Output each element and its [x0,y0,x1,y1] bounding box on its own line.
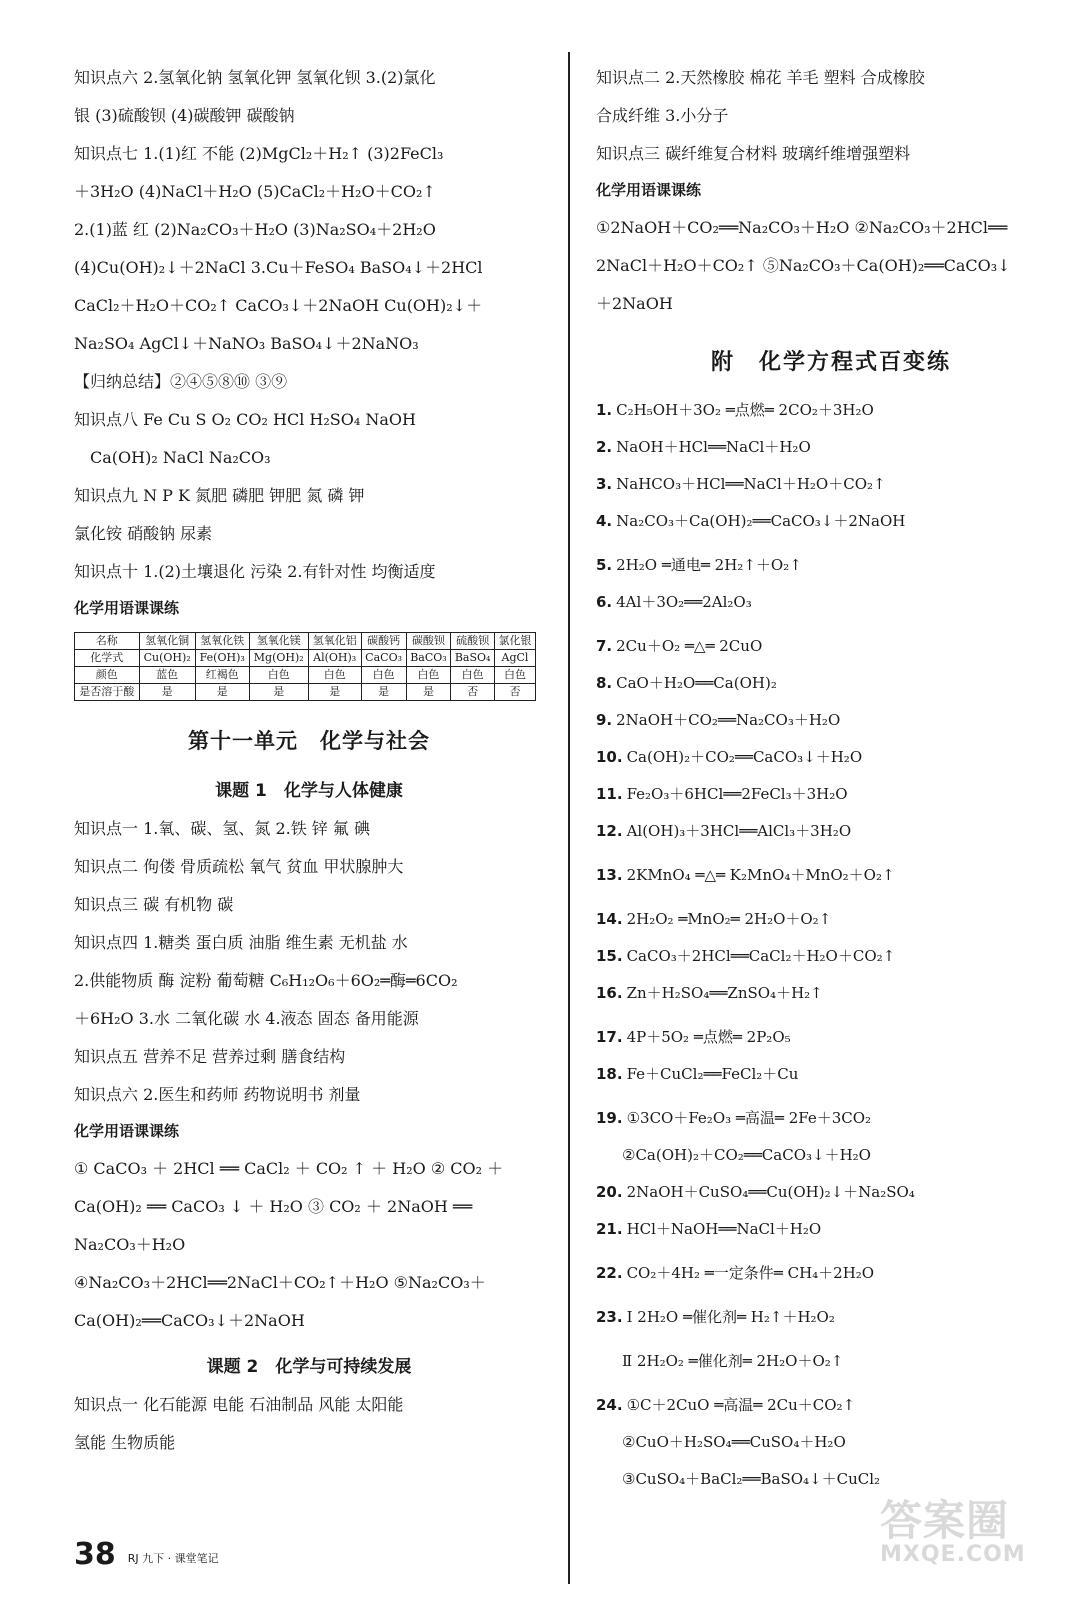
table-cell: 氢氧化铁 [195,633,249,650]
table-cell: 白色 [406,667,451,684]
equation-item [596,1202,1066,1239]
equation-item [596,1452,1066,1489]
text-line: (4)Cu(OH)₂↓＋2NaCl 3.Cu＋FeSO₄ BaSO₄↓＋2HCl [74,258,483,277]
equation-text: ②CuO＋H₂SO₄══CuSO₄＋H₂O [622,1433,846,1451]
equation-number: 3. [596,475,613,493]
text-line: 2NaCl＋H₂O＋CO₂↑ ⑤Na₂CO₃＋Ca(OH)₂══CaCO₃↓ [596,256,1011,275]
equation-text: C₂H₅OH＋3O₂ ═点燃═ 2CO₂＋3H₂O [616,401,874,419]
equation-text: ①3CO＋Fe₂O₃ ═高温═ 2Fe＋3CO₂ [626,1109,872,1127]
section-heading: 化学用语课课练 [596,181,702,199]
equation-item [596,494,1066,531]
book-label: RJ 九下 · 课堂笔记 [127,1552,219,1565]
text-line: ①2NaOH＋CO₂══Na₂CO₃＋H₂O ②Na₂CO₃＋2HCl══ [596,218,1008,237]
right-lines-b [596,200,1066,314]
equation-text: NaHCO₃＋HCl══NaCl＋H₂O＋CO₂↑ [616,475,886,493]
text-line: Ca(OH)₂ ══ CaCO₃ ↓ ＋ H₂O ③ CO₂ ＋ 2NaOH ══ [74,1197,473,1216]
equation-number: 20. [596,1183,623,1201]
equation-item [596,885,1066,929]
equation-item [596,1327,1066,1371]
equation-number: 10. [596,748,623,766]
text-line: 2.(1)蓝 红 (2)Na₂CO₃＋H₂O (3)Na₂SO₄＋2H₂O [74,220,436,239]
text-line: 知识点七 1.(1)红 不能 (2)MgCl₂＋H₂↑ (3)2FeCl₃ [74,144,444,163]
table-cell: 白色 [361,667,406,684]
text-line: Na₂SO₄ AgCl↓＋NaNO₃ BaSO₄↓＋2NaNO₃ [74,334,419,353]
equation-item [596,929,1066,966]
text-line: 知识点三 碳 有机物 碳 [74,895,234,914]
text-line: CaCl₂＋H₂O＋CO₂↑ CaCO₃↓＋2NaOH Cu(OH)₂↓＋ [74,296,483,315]
table-cell: 是否溶于酸 [75,684,140,701]
left-lines-c [74,1141,544,1331]
equation-item [596,420,1066,457]
equation-text: HCl＋NaOH══NaCl＋H₂O [626,1220,822,1238]
text-line: Ca(OH)₂ NaCl Na₂CO₃ [74,448,271,467]
equation-item [596,1165,1066,1202]
answer-table [74,632,536,701]
text-line: 知识点一 化石能源 电能 石油制品 风能 太阳能 [74,1395,404,1414]
equation-text: Fe₂O₃＋6HCl══2FeCl₃＋3H₂O [626,785,848,803]
equation-text: 2Cu＋O₂ ═△═ 2CuO [616,637,763,655]
table-cell: 红褐色 [195,667,249,684]
table-cell: BaSO₄ [451,650,495,667]
equation-text: Na₂CO₃＋Ca(OH)₂══CaCO₃↓＋2NaOH [616,512,906,530]
watermark-text: 答案圈 [880,1496,1010,1545]
equation-text: 4Al＋3O₂══2Al₂O₃ [616,593,752,611]
equation-item [596,1283,1066,1327]
left-lines-a [74,50,544,582]
equation-item [596,1003,1066,1047]
table-cell: 是 [195,684,249,701]
equation-number: 18. [596,1065,623,1083]
equation-item [596,1084,1066,1128]
equation-text: ③CuSO₄＋BaCl₂══BaSO₄↓＋CuCl₂ [622,1470,881,1488]
table-cell: BaCO₃ [406,650,451,667]
equation-text: Ca(OH)₂＋CO₂══CaCO₃↓＋H₂O [626,748,863,766]
equation-text: CaCO₃＋2HCl══CaCl₂＋H₂O＋CO₂↑ [626,947,896,965]
left-lines-d [74,1377,544,1453]
table-cell: Fe(OH)₃ [195,650,249,667]
equation-number: 19. [596,1109,623,1127]
equation-number: 11. [596,785,623,803]
table-cell: 是 [406,684,451,701]
left-column [74,50,544,1453]
equation-text: Al(OH)₃＋3HCl══AlCl₃＋3H₂O [626,822,852,840]
table-cell: 蓝色 [139,667,195,684]
table-cell: 否 [451,684,495,701]
equation-item [596,612,1066,656]
watermark [880,1488,1070,1588]
text-line: ＋6H₂O 3.水 二氧化碳 水 4.液态 固态 备用能源 [74,1009,419,1028]
text-line: 2.供能物质 酶 淀粉 葡萄糖 C₆H₁₂O₆＋6O₂═酶═6CO₂ [74,971,458,990]
text-line: 【归纳总结】②④⑤⑧⑩ ③⑨ [74,372,288,391]
equation-text: Ⅰ 2H₂O ═催化剂═ H₂↑＋H₂O₂ [626,1308,835,1326]
table-row [75,633,536,650]
text-line: 银 (3)硫酸钡 (4)碳酸钾 碳酸钠 [74,106,295,125]
equation-text: CO₂＋4H₂ ═一定条件═ CH₄＋2H₂O [626,1264,875,1282]
text-line: 知识点三 碳纤维复合材料 玻璃纤维增强塑料 [596,144,911,163]
watermark-url: MXQE.COM [880,1542,1026,1567]
text-line: ① CaCO₃ ＋ 2HCl ══ CaCl₂ ＋ CO₂ ↑ ＋ H₂O ② CO₂ ＋ [74,1159,504,1178]
table-cell: CaCO₃ [361,650,406,667]
table-cell: Al(OH)₃ [308,650,361,667]
text-line: Na₂CO₃＋H₂O [74,1235,186,1254]
equation-number: 2. [596,438,613,456]
equation-item [596,1239,1066,1283]
equation-text: CaO＋H₂O══Ca(OH)₂ [616,674,777,692]
table-cell: 名称 [75,633,140,650]
section-heading: 化学用语课课练 [74,599,180,617]
equation-text: Fe＋CuCl₂══FeCl₂＋Cu [626,1065,799,1083]
text-line: 知识点二 佝偻 骨质疏松 氧气 贫血 甲状腺肿大 [74,857,404,876]
table-cell: 否 [495,684,536,701]
equation-item [596,531,1066,575]
text-line: 知识点十 1.(2)土壤退化 污染 2.有针对性 均衡适度 [74,562,436,581]
text-line: ＋3H₂O (4)NaCl＋H₂O (5)CaCl₂＋H₂O＋CO₂↑ [74,182,436,201]
equation-number: 13. [596,866,623,884]
equation-text: ①C＋2CuO ═高温═ 2Cu＋CO₂↑ [626,1396,856,1414]
equation-number: 5. [596,556,613,574]
equation-number: 21. [596,1220,623,1238]
equation-item [596,1128,1066,1165]
table-cell: 白色 [495,667,536,684]
table-cell: Mg(OH)₂ [249,650,308,667]
equation-number: 1. [596,401,613,419]
text-line: 氢能 生物质能 [74,1433,176,1452]
lesson-title: 课题 1 化学与人体健康 [215,781,403,801]
text-line: 知识点六 2.氢氧化钠 氢氧化钾 氢氧化钡 3.(2)氯化 [74,68,436,87]
text-line: 合成纤维 3.小分子 [596,106,729,125]
column-divider [568,52,570,1584]
table-cell: 氢氧化铜 [139,633,195,650]
section-heading: 化学用语课课练 [74,1122,180,1140]
table-cell: AgCl [495,650,536,667]
equation-item [596,575,1066,612]
table-cell: 白色 [308,667,361,684]
equation-item [596,656,1066,693]
right-column [596,50,1066,1489]
table-cell: 是 [308,684,361,701]
table-cell: Cu(OH)₂ [139,650,195,667]
table-cell: 氯化银 [495,633,536,650]
unit-title: 第十一单元 化学与社会 [188,729,430,753]
left-lines-b [74,801,544,1105]
equation-number: 16. [596,984,623,1002]
equation-text: Zn＋H₂SO₄══ZnSO₄＋H₂↑ [626,984,823,1002]
text-line: 知识点二 2.天然橡胶 棉花 羊毛 塑料 合成橡胶 [596,68,925,87]
equation-number: 9. [596,711,613,729]
equation-number: 17. [596,1028,623,1046]
equation-item [596,1415,1066,1452]
equation-item [596,376,1066,420]
table-cell: 氢氧化铝 [308,633,361,650]
page-footer [74,1537,219,1572]
equation-number: 12. [596,822,623,840]
equation-number: 14. [596,910,623,928]
equation-number: 4. [596,512,613,530]
equation-text: NaOH＋HCl══NaCl＋H₂O [616,438,811,456]
equation-item [596,1047,1066,1084]
table-cell: 是 [139,684,195,701]
equation-text: 2H₂O₂ ═MnO₂═ 2H₂O＋O₂↑ [626,910,832,928]
equation-list [596,376,1066,1489]
equation-text: Ⅱ 2H₂O₂ ═催化剂═ 2H₂O＋O₂↑ [622,1352,844,1370]
table-cell: 化学式 [75,650,140,667]
text-line: 氯化铵 硝酸钠 尿素 [74,524,213,543]
table-row [75,650,536,667]
text-line: 知识点一 1.氧、碳、氢、氮 2.铁 锌 氟 碘 [74,819,370,838]
table-cell: 碳酸钡 [406,633,451,650]
equation-number: 8. [596,674,613,692]
equation-number: 6. [596,593,613,611]
equation-number: 7. [596,637,613,655]
table-cell: 颜色 [75,667,140,684]
equation-item [596,693,1066,730]
equation-text: 2KMnO₄ ═△═ K₂MnO₄＋MnO₂＋O₂↑ [626,866,895,884]
text-line: 知识点九 N P K 氮肥 磷肥 钾肥 氮 磷 钾 [74,486,365,505]
equation-text: 4P＋5O₂ ═点燃═ 2P₂O₅ [626,1028,791,1046]
equation-item [596,966,1066,1003]
equation-item [596,457,1066,494]
text-line: 知识点六 2.医生和药师 药物说明书 剂量 [74,1085,361,1104]
equation-number: 22. [596,1264,623,1282]
table-cell: 是 [361,684,406,701]
equation-item [596,804,1066,841]
page-number: 38 [74,1537,116,1572]
table-row [75,667,536,684]
text-line: ＋2NaOH [596,294,673,313]
equation-item [596,841,1066,885]
right-lines-a [596,50,1066,164]
equation-item [596,730,1066,767]
text-line: 知识点五 营养不足 营养过剩 膳食结构 [74,1047,346,1066]
equation-number: 23. [596,1308,623,1326]
equation-text: 2NaOH＋CuSO₄══Cu(OH)₂↓＋Na₂SO₄ [626,1183,915,1201]
table-cell: 白色 [249,667,308,684]
equation-item [596,1371,1066,1415]
lesson-title: 课题 2 化学与可持续发展 [206,1357,412,1377]
equation-text: ②Ca(OH)₂＋CO₂══CaCO₃↓＋H₂O [622,1146,871,1164]
equation-number: 15. [596,947,623,965]
table-row [75,684,536,701]
text-line: 知识点四 1.糖类 蛋白质 油脂 维生素 无机盐 水 [74,933,408,952]
equation-text: 2NaOH＋CO₂══Na₂CO₃＋H₂O [616,711,841,729]
table-cell: 白色 [451,667,495,684]
appendix-title: 附 化学方程式百变练 [710,350,951,375]
text-line: 知识点八 Fe Cu S O₂ CO₂ HCl H₂SO₄ NaOH [74,410,416,429]
table-cell: 硫酸钡 [451,633,495,650]
table-cell: 碳酸钙 [361,633,406,650]
table-cell: 是 [249,684,308,701]
equation-item [596,767,1066,804]
text-line: ④Na₂CO₃＋2HCl══2NaCl＋CO₂↑＋H₂O ⑤Na₂CO₃＋ [74,1273,486,1292]
equation-number: 24. [596,1396,623,1414]
equation-text: 2H₂O ═通电═ 2H₂↑＋O₂↑ [616,556,802,574]
table-cell: 氢氧化镁 [249,633,308,650]
text-line: Ca(OH)₂══CaCO₃↓＋2NaOH [74,1311,305,1330]
